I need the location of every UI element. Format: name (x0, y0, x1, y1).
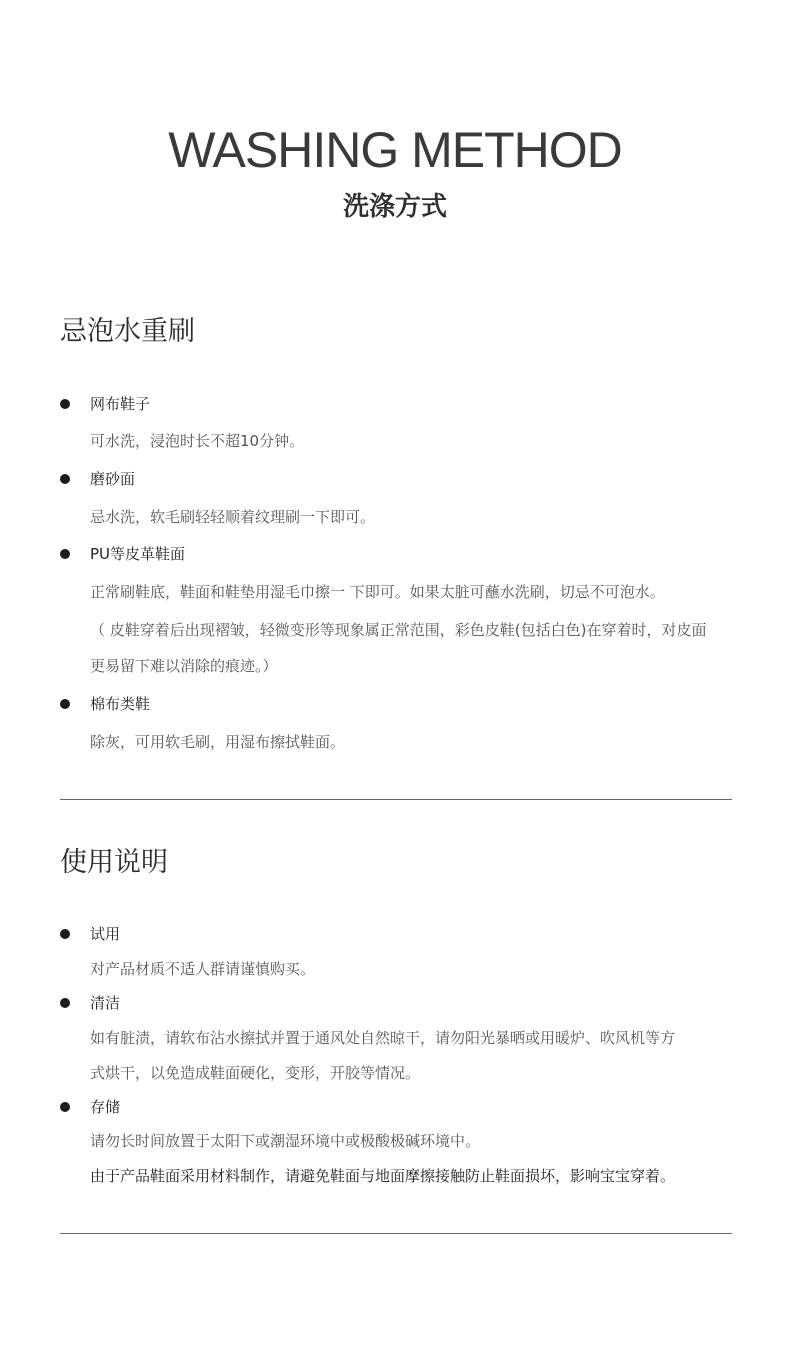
list-item-description: 忌水洗，软毛刷轻轻顺着纹理刷一下即可。 (90, 508, 376, 526)
list-item-description: 由于产品鞋面采用材料制作，请避免鞋面与地面摩擦接触防止鞋面损坏，影响宝宝穿着。 (90, 1167, 676, 1185)
bullet-icon (60, 399, 70, 409)
list-item-label: PU等皮革鞋面 (90, 545, 186, 563)
list-item-description: 对产品材质不适人群请谨慎购买。 (90, 960, 316, 978)
list-item-description: 式烘干，以免造成鞋面硬化，变形，开胶等情况。 (90, 1064, 421, 1082)
list-item-label: 试用 (90, 925, 121, 943)
list-item-label: 网布鞋子 (90, 395, 151, 413)
section-divider (60, 1233, 732, 1234)
bullet-icon (60, 929, 70, 939)
bullet-icon (60, 474, 70, 484)
bullet-icon (60, 998, 70, 1008)
section-title-usage: 使用说明 (60, 847, 168, 878)
section-divider (60, 799, 732, 800)
list-item-description: 除灰，可用软毛刷，用湿布擦拭鞋面。 (90, 733, 346, 751)
section-title-soak-warning: 忌泡水重刷 (60, 316, 195, 347)
list-item-description: 更易留下难以消除的痕迹。） (90, 657, 278, 675)
bullet-icon (60, 1102, 70, 1112)
list-item-description: 可水洗，浸泡时长不超10分钟。 (90, 432, 305, 450)
list-item-description: 请勿长时间放置于太阳下或潮湿环境中或极酸极碱环境中。 (90, 1132, 481, 1150)
bullet-icon (60, 699, 70, 709)
list-item-description: 如有脏渍，请软布沾水擦拭并置于通风处自然晾干，请勿阳光暴晒或用暖炉、吹风机等方 (90, 1029, 676, 1047)
list-item-label: 存储 (90, 1098, 121, 1116)
list-item-label: 棉布类鞋 (90, 695, 151, 713)
page-title-en: WASHING METHOD (168, 122, 622, 178)
list-item-description: 正常刷鞋底，鞋面和鞋垫用湿毛巾擦一 下即可。如果太脏可蘸水洗刷，切忌不可泡水。 (90, 583, 665, 601)
list-item-label: 清洁 (90, 994, 121, 1012)
list-item-label: 磨砂面 (90, 470, 136, 488)
bullet-icon (60, 549, 70, 559)
page-title-cn: 洗涤方式 (342, 192, 447, 222)
list-item-description: （ 皮鞋穿着后出现褶皱，轻微变形等现象属正常范围，彩色皮鞋(包括白色)在穿着时，对皮面 (90, 621, 707, 639)
